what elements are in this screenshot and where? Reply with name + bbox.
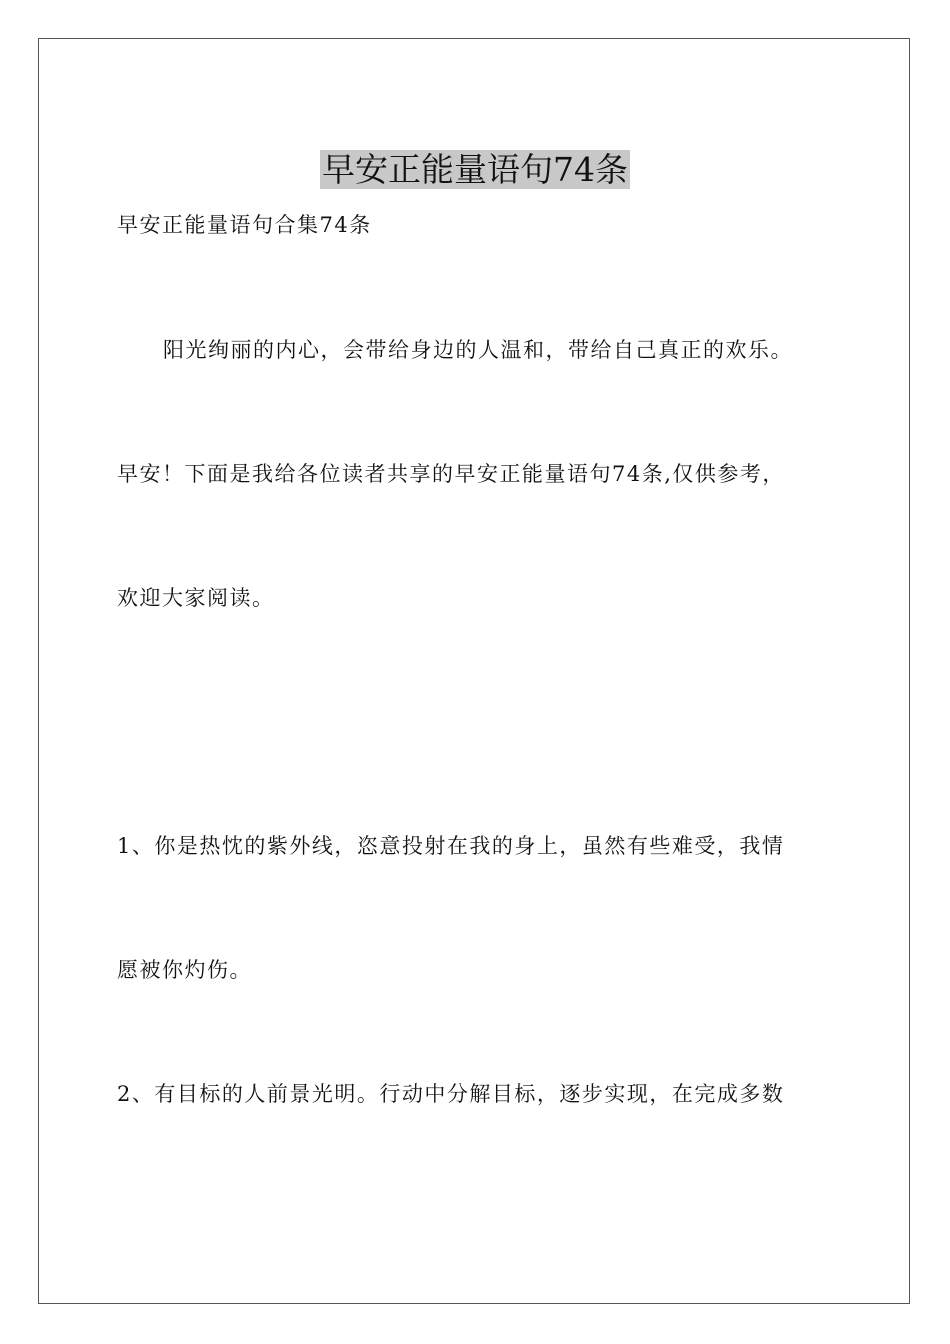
document-title — [0, 150, 950, 190]
document-title-highlight: 早安正能量语句74条 — [322, 150, 628, 190]
paragraph-line: 愿被你灼伤。 — [117, 958, 252, 982]
document-subtitle: 早安正能量语句合集74条 — [117, 213, 372, 237]
paragraph-line: 早安！下面是我给各位读者共享的早安正能量语句74条,仅供参考， — [117, 462, 785, 486]
paragraph-line: 阳光绚丽的内心，会带给身边的人温和，带给自己真正的欢乐。 — [163, 338, 793, 362]
paragraph-line: 欢迎大家阅读。 — [117, 586, 275, 610]
paragraph-line: 1、你是热忱的紫外线，恣意投射在我的身上，虽然有些难受，我情 — [117, 834, 785, 858]
paragraph-line: 2、有目标的人前景光明。行动中分解目标，逐步实现，在完成多数 — [117, 1082, 785, 1106]
